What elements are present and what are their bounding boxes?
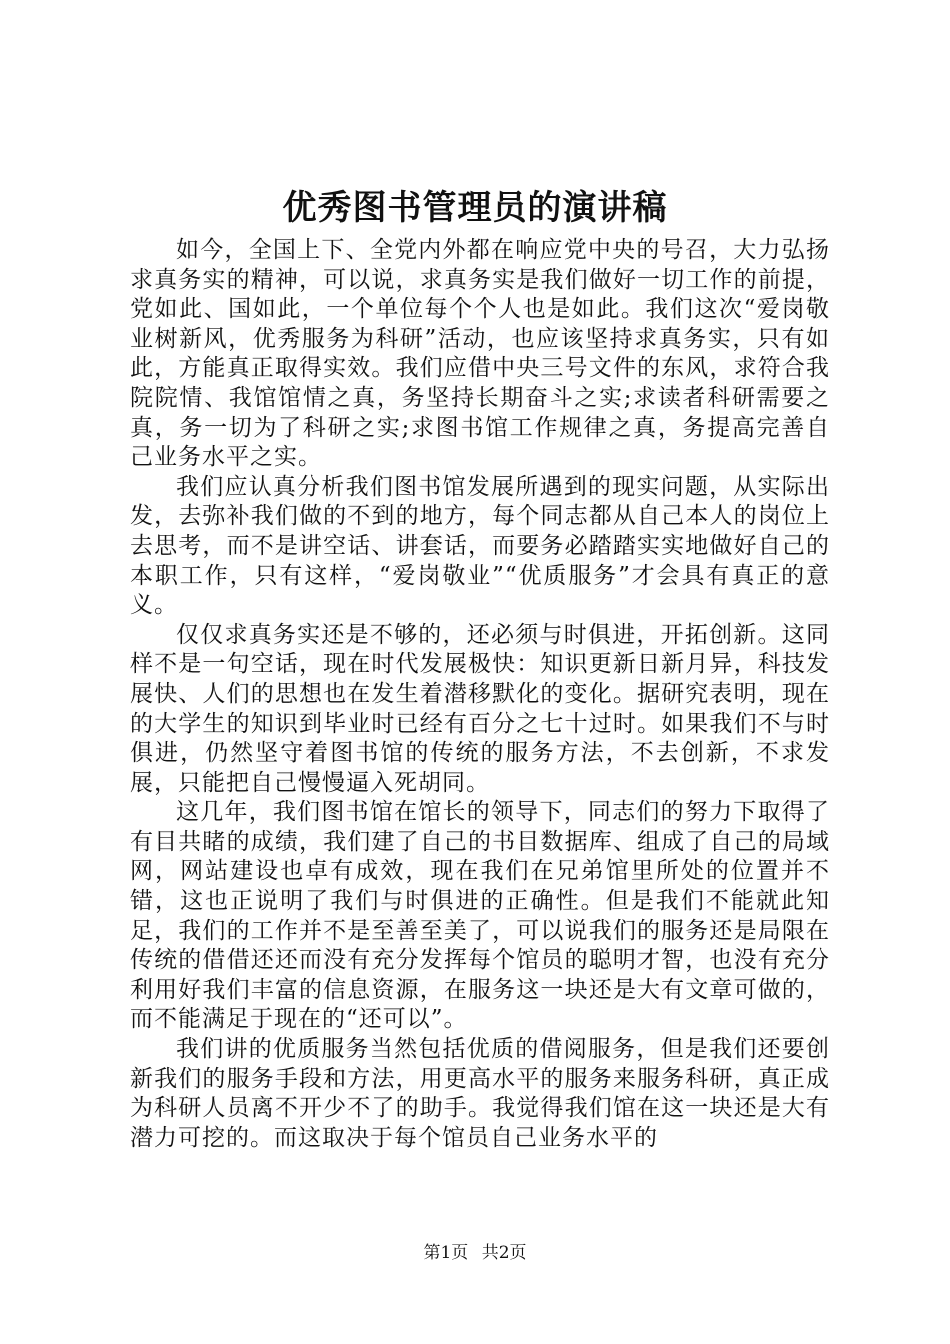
page-number-total: 共2页	[481, 1243, 527, 1263]
paragraph: 如今，全国上下、全党内外都在响应党中央的号召，大力弘扬求真务实的精神，可以说，求真务实是我们做好一切工作的前提，党如此、国如此，一个单位每个个人也是如此。我们这次“爱岗敬业树新风，优秀服务为科研”活动，也应该坚持求真务实，只有如此，方能真正取得实效。我们应借中央三号文件的东风，求符合我院院情、我馆馆情之真，务坚持长期奋斗之实;求读者科研需要之真，务一切为了科研之实;求图书馆工作规律之真，务提高完善自己业务水平之实。	[130, 237, 830, 471]
page-number-current: 第1页	[423, 1243, 469, 1263]
document-title: 优秀图书管理员的演讲稿	[282, 188, 668, 228]
page-footer	[0, 1241, 950, 1265]
document-body	[130, 236, 830, 1153]
paragraph: 这几年，我们图书馆在馆长的领导下，同志们的努力下取得了有目共睹的成绩，我们建了自己的书目数据库、组成了自己的局域网，网站建设也卓有成效，现在我们在兄弟馆里所处的位置并不错，这也正说明了我们与时俱进的正确性。但是我们不能就此知足，我们的工作并不是至善至美了，可以说我们的服务还是局限在传统的借借还还而没有充分发挥每个馆员的聪明才智，也没有充分利用好我们丰富的信息资源，在服务这一块还是大有文章可做的，而不能满足于现在的“还可以”。	[130, 799, 830, 1033]
paragraph: 仅仅求真务实还是不够的，还必须与时俱进，开拓创新。这同样不是一句空话，现在时代发展极快：知识更新日新月异，科技发展快、人们的思想也在发生着潜移默化的变化。据研究表明，现在的大学生的知识到毕业时已经有百分之七十过时。如果我们不与时俱进，仍然坚守着图书馆的传统的服务方法，不去创新，不求发展，只能把自己慢慢逼入死胡同。	[130, 621, 830, 796]
paragraph: 我们应认真分析我们图书馆发展所遇到的现实问题，从实际出发，去弥补我们做的不到的地方，每个同志都从自己本人的岗位上去思考，而不是讲空话、讲套话，而要务必踏踏实实地做好自己的本职工作，只有这样，“爱岗敬业”“优质服务”才会具有真正的意义。	[130, 473, 830, 619]
paragraph: 我们讲的优质服务当然包括优质的借阅服务，但是我们还要创新我们的服务手段和方法，用更高水平的服务来服务科研，真正成为科研人员离不开少不了的助手。我觉得我们馆在这一块还是大有潜力可挖的。而这取决于每个馆员自己业务水平的	[130, 1036, 830, 1151]
